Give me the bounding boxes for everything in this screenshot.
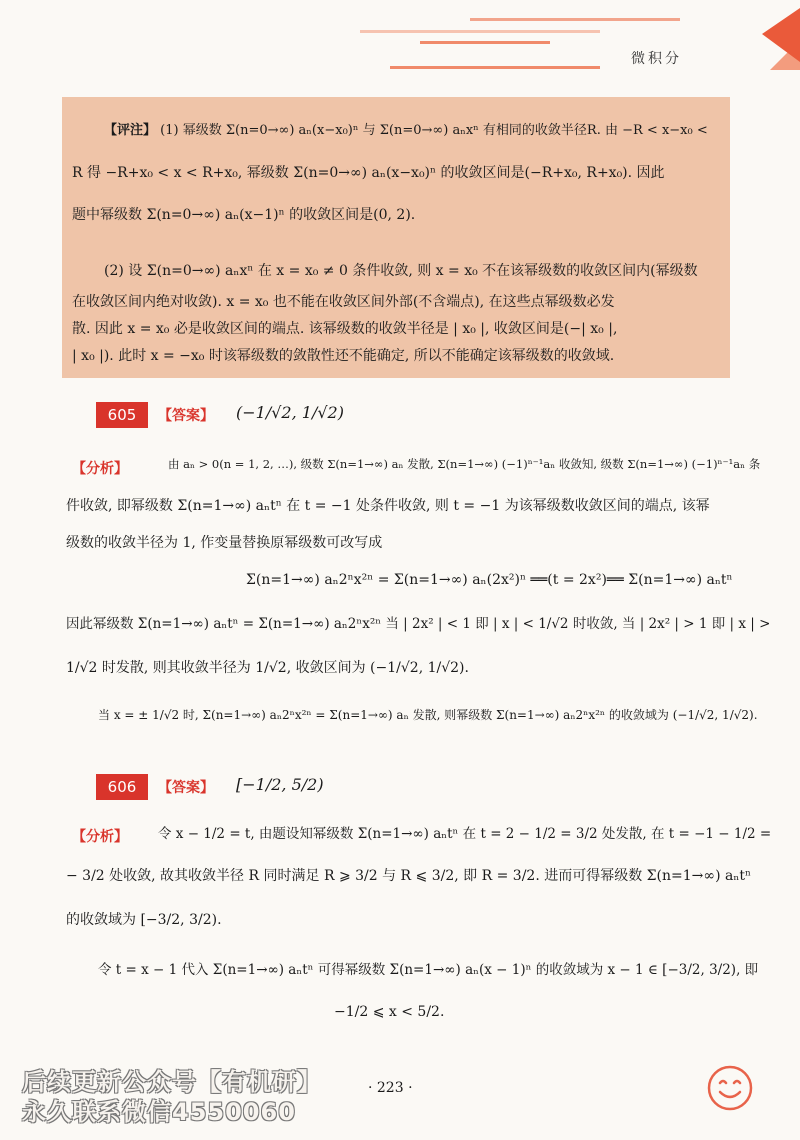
- watermark-line-2: 永久联系微信4550060: [22, 1098, 296, 1126]
- header-title: 微积分: [631, 51, 682, 67]
- note-line-6: 散. 因此 x = x₀ 必是收敛区间的端点. 该幂级数的收敛半径是 | x₀ |, 收敛区间是(−| x₀ |,: [72, 321, 618, 337]
- note-line-1: 【评注】 (1) 幂级数 Σ(n=0→∞) aₙ(x−x₀)ⁿ 与 Σ(n=0→∞) aₙxⁿ 有相同的收敛半径R. 由 −R < x−x₀ <: [104, 123, 708, 138]
- question-number-606: 606: [96, 774, 148, 800]
- q605-line-2: 件收敛, 即幂级数 Σ(n=1→∞) aₙtⁿ 在 t = −1 处条件收敛, 则 t = −1 为该幂级数收敛区间的端点, 该幂: [66, 498, 710, 514]
- question-number-605: 605: [96, 402, 148, 428]
- q606-line-4: 令 t = x − 1 代入 Σ(n=1→∞) aₙtⁿ 可得幂级数 Σ(n=1→∞) aₙ(x − 1)ⁿ 的收敛域为 x − 1 ∈ [−3/2, 3/2), 即: [98, 962, 759, 978]
- watermark-line-1: 后续更新公众号【有机研】: [22, 1068, 322, 1096]
- answer-label-605: 【答案】: [158, 408, 214, 424]
- note-line-7: | x₀ |). 此时 x = −x₀ 时该幂级数的敛散性还不能确定, 所以不能确定该幂级数的收敛域.: [72, 348, 615, 364]
- note-box: [62, 97, 730, 378]
- note-line-2: R 得 −R+x₀ < x < R+x₀, 幂级数 Σ(n=0→∞) aₙ(x−x₀)ⁿ 的收敛区间是(−R+x₀, R+x₀). 因此: [72, 165, 665, 181]
- q605-formula: Σ(n=1→∞) aₙ2ⁿx²ⁿ = Σ(n=1→∞) aₙ(2x²)ⁿ ══(t = 2x²)══ Σ(n=1→∞) aₙtⁿ: [246, 572, 733, 588]
- q605-line-1: 由 aₙ > 0(n = 1, 2, …), 级数 Σ(n=1→∞) aₙ 发散, Σ(n=1→∞) (−1)ⁿ⁻¹aₙ 收敛知, 级数 Σ(n=1→∞) (−1)ⁿ⁻¹aₙ 条: [168, 457, 761, 471]
- q606-line-1: 令 x − 1/2 = t, 由题设知幂级数 Σ(n=1→∞) aₙtⁿ 在 t = 2 − 1/2 = 3/2 处发散, 在 t = −1 − 1/2 =: [158, 826, 772, 842]
- q605-line-5: 1/√2 时发散, 则其收敛半径为 1/√2, 收敛区间为 (−1/√2, 1/√2).: [66, 660, 469, 676]
- answer-value-606: [−1/2, 5/2): [236, 775, 324, 794]
- q606-line-3: 的收敛域为 [−3/2, 3/2).: [66, 912, 222, 928]
- analysis-label-606: 【分析】: [72, 829, 128, 845]
- q606-line-2: − 3/2 处收敛, 故其收敛半径 R 同时满足 R ⩾ 3/2 与 R ⩽ 3/2, 即 R = 3/2. 进而可得幂级数 Σ(n=1→∞) aₙtⁿ: [66, 868, 752, 884]
- note-line-3: 题中幂级数 Σ(n=0→∞) aₙ(x−1)ⁿ 的收敛区间是(0, 2).: [72, 207, 416, 223]
- header-stripes: [0, 0, 800, 80]
- smiley-icon: [706, 1064, 754, 1112]
- answer-label-606: 【答案】: [158, 780, 214, 796]
- q606-line-5: −1/2 ⩽ x < 5/2.: [334, 1004, 445, 1020]
- corner-triangle-icon: [730, 0, 800, 70]
- page-number: · 223 ·: [368, 1080, 413, 1096]
- note-label: 【评注】: [104, 123, 157, 138]
- q605-line-6: 当 x = ± 1/√2 时, Σ(n=1→∞) aₙ2ⁿx²ⁿ = Σ(n=1→∞) aₙ 发散, 则幂级数 Σ(n=1→∞) aₙ2ⁿx²ⁿ 的收敛域为 (−1/√2, 1/√2).: [98, 708, 758, 722]
- analysis-label-605: 【分析】: [72, 461, 128, 477]
- q605-line-4: 因此幂级数 Σ(n=1→∞) aₙtⁿ = Σ(n=1→∞) aₙ2ⁿx²ⁿ 当 | 2x² | < 1 即 | x | < 1/√2 时收敛, 当 | 2x² | > 1 即 | x | >: [66, 616, 771, 632]
- answer-value-605: (−1/√2, 1/√2): [236, 403, 344, 422]
- note-line-4: (2) 设 Σ(n=0→∞) aₙxⁿ 在 x = x₀ ≠ 0 条件收敛, 则 x = x₀ 不在该幂级数的收敛区间内(幂级数: [104, 263, 698, 279]
- q605-line-3: 级数的收敛半径为 1, 作变量替换原幂级数可改写成: [66, 535, 383, 551]
- note-line-5: 在收敛区间内绝对收敛). x = x₀ 也不能在收敛区间外部(不含端点), 在这些点幂级数必发: [72, 294, 615, 310]
